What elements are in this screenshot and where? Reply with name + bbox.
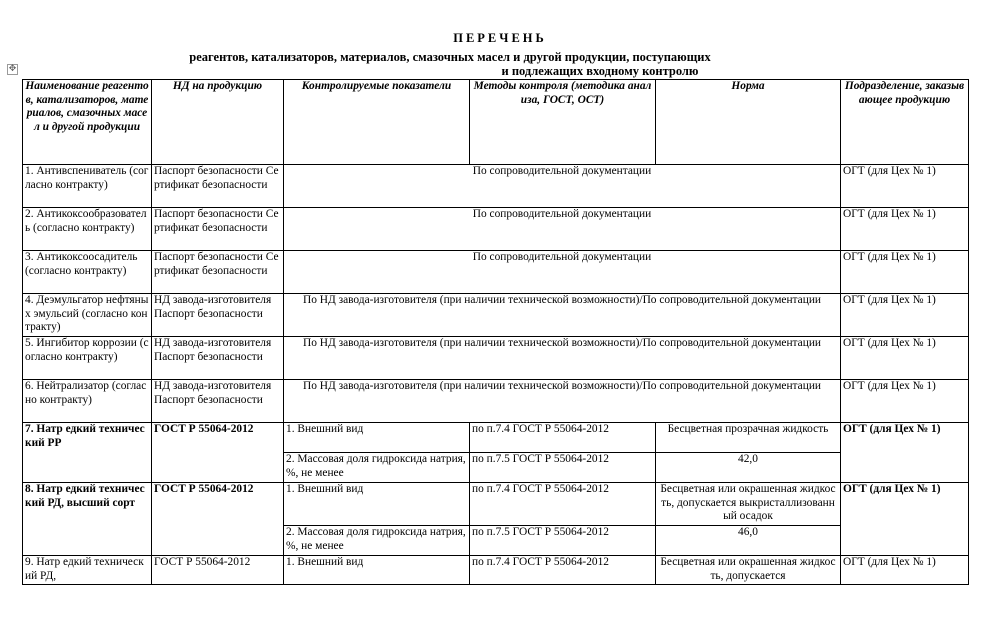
row-indicator: 2. Массовая доля гидроксида натрия, %, не менее — [284, 526, 470, 556]
table-header-row — [23, 80, 969, 165]
row-dept: ОГТ (для Цех № 1) — [841, 165, 969, 208]
row-nd: ГОСТ Р 55064-2012 — [152, 423, 284, 483]
table-row — [23, 294, 969, 337]
row-norm: Бесцветная прозрачная жидкость — [656, 423, 841, 453]
row-dept: ОГТ (для Цех № 1) — [841, 208, 969, 251]
row-name: 7. Натр едкий технический РР — [23, 423, 152, 483]
row-dept: ОГТ (для Цех № 1) — [841, 556, 969, 585]
row-method: по п.7.5 ГОСТ Р 55064-2012 — [470, 453, 656, 483]
row-dept: ОГТ (для Цех № 1) — [841, 483, 969, 556]
row-norm: 46,0 — [656, 526, 841, 556]
row-name: 5. Ингибитор коррозии (согласно контракту) — [23, 337, 152, 380]
row-nd: Паспорт безопасности Сертификат безопасности — [152, 208, 284, 251]
row-nd: НД завода-изготовителя Паспорт безопасности — [152, 294, 284, 337]
table-row — [23, 380, 969, 423]
move-handle-icon[interactable]: ✥ — [8, 64, 17, 74]
row-name: 4. Деэмульгатор нефтяных эмульсий (согласно контракту) — [23, 294, 152, 337]
row-method: по п.7.4 ГОСТ Р 55064-2012 — [470, 423, 656, 453]
row-method: по п.7.4 ГОСТ Р 55064-2012 — [470, 483, 656, 526]
row-dept: ОГТ (для Цех № 1) — [841, 294, 969, 337]
row-name: 8. Натр едкий технический РД, высший сорт — [23, 483, 152, 556]
header-methods: Методы контроля (методика анализа, ГОСТ, ОСТ) — [470, 80, 656, 165]
table-row — [23, 165, 969, 208]
row-indicator: 1. Внешний вид — [284, 423, 470, 453]
row-control-note: По сопроводительной документации — [284, 251, 841, 294]
row-nd: НД завода-изготовителя Паспорт безопасности — [152, 380, 284, 423]
document-subtitle-line2: и подлежащих входному контролю — [501, 64, 699, 78]
row-name: 9. Натр едкий технический РД, — [23, 556, 152, 585]
document-title: ПЕРЕЧЕНЬ — [453, 31, 547, 45]
row-nd: ГОСТ Р 55064-2012 — [152, 483, 284, 556]
row-nd: Паспорт безопасности Сертификат безопасности — [152, 251, 284, 294]
row-dept: ОГТ (для Цех № 1) — [841, 337, 969, 380]
row-name: 2. Антикоксообразователь (согласно контракту) — [23, 208, 152, 251]
row-control-note: По сопроводительной документации — [284, 165, 841, 208]
table-row — [23, 556, 969, 585]
header-indicators: Контролируемые показатели — [284, 80, 470, 165]
table-row — [23, 208, 969, 251]
header-nd: НД на продукцию — [152, 80, 284, 165]
row-name: 6. Нейтрализатор (согласно контракту) — [23, 380, 152, 423]
row-nd: ГОСТ Р 55064-2012 — [152, 556, 284, 585]
document-subtitle-line1: реагентов, катализаторов, материалов, смазочных масел и другой продукции, поступающих — [189, 50, 711, 64]
row-dept: ОГТ (для Цех № 1) — [841, 423, 969, 483]
row-nd: НД завода-изготовителя Паспорт безопасности — [152, 337, 284, 380]
row-indicator: 1. Внешний вид — [284, 483, 470, 526]
row-control-note: По НД завода-изготовителя (при наличии технической возможности)/По сопроводительной документации — [284, 337, 841, 380]
row-name: 3. Антикоксоосадитель (согласно контракту) — [23, 251, 152, 294]
row-name: 1. Антивспениватель (согласно контракту) — [23, 165, 152, 208]
row-method: по п.7.4 ГОСТ Р 55064-2012 — [470, 556, 656, 585]
row-control-note: По сопроводительной документации — [284, 208, 841, 251]
row-norm: Бесцветная или окрашенная жидкость, допускается выкристаллизованный осадок — [656, 483, 841, 526]
row-method: по п.7.5 ГОСТ Р 55064-2012 — [470, 526, 656, 556]
header-dept: Подразделение, заказывающее продукцию — [841, 80, 969, 165]
table-row — [23, 251, 969, 294]
row-dept: ОГТ (для Цех № 1) — [841, 251, 969, 294]
row-indicator: 2. Массовая доля гидроксида натрия, %, не менее — [284, 453, 470, 483]
table-row — [23, 423, 969, 453]
header-name: Наименование реагентов, катализаторов, материалов, смазочных масел и другой продукции — [23, 80, 152, 165]
row-control-note: По НД завода-изготовителя (при наличии технической возможности)/По сопроводительной документации — [284, 294, 841, 337]
products-table — [22, 79, 969, 585]
header-norm: Норма — [656, 80, 841, 165]
table-row — [23, 483, 969, 526]
table-row — [23, 337, 969, 380]
row-norm: 42,0 — [656, 453, 841, 483]
row-dept: ОГТ (для Цех № 1) — [841, 380, 969, 423]
row-indicator: 1. Внешний вид — [284, 556, 470, 585]
row-norm: Бесцветная или окрашенная жидкость, допускается — [656, 556, 841, 585]
row-control-note: По НД завода-изготовителя (при наличии технической возможности)/По сопроводительной документации — [284, 380, 841, 423]
row-nd: Паспорт безопасности Сертификат безопасности — [152, 165, 284, 208]
